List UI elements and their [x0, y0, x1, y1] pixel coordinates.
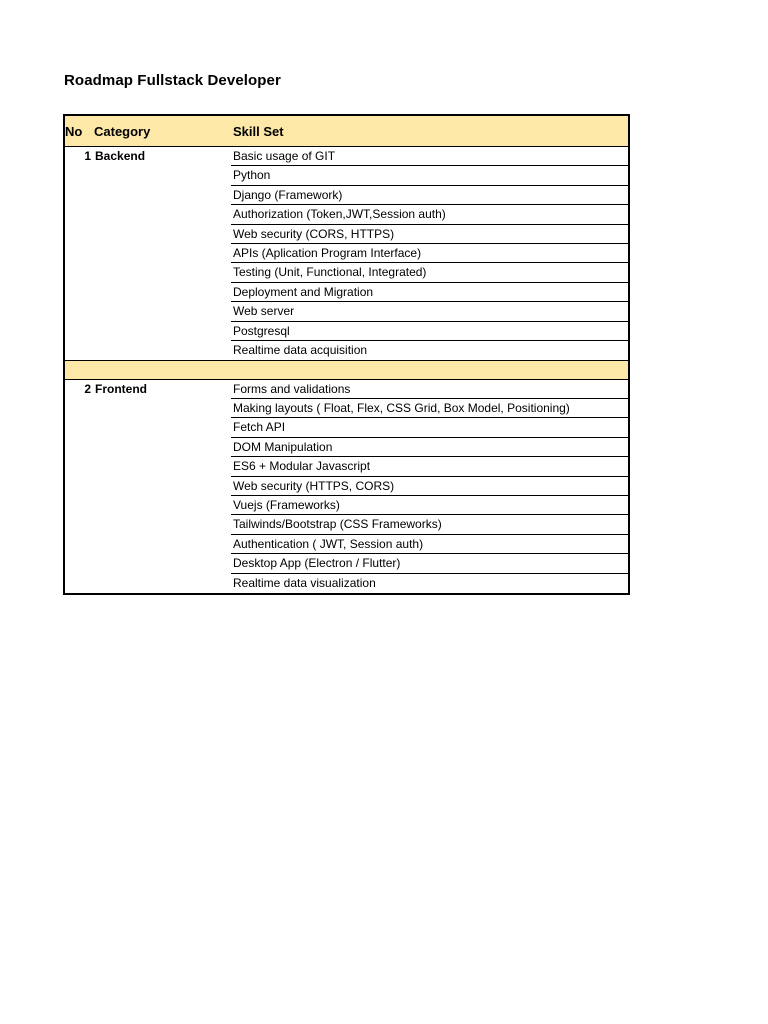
table-row — [65, 457, 628, 476]
skill-cell: Making layouts ( Float, Flex, CSS Grid, Box Model, Positioning) — [231, 399, 628, 418]
table-row — [65, 263, 628, 282]
skill-cell: Web security (HTTPS, CORS) — [231, 477, 628, 496]
skill-cell: Authentication ( JWT, Session auth) — [231, 535, 628, 554]
table-row — [65, 322, 628, 341]
skill-cell: Python — [231, 166, 628, 185]
skill-cell: Desktop App (Electron / Flutter) — [231, 554, 628, 573]
row-number: 1 — [84, 149, 91, 163]
table-row — [65, 166, 628, 185]
skill-cell: Forms and validations — [231, 380, 628, 399]
row-category: Backend — [95, 149, 146, 163]
row-number: 2 — [84, 381, 91, 396]
table-row — [65, 535, 628, 554]
skill-cell: Web security (CORS, HTTPS) — [231, 225, 628, 244]
table-row — [65, 438, 628, 457]
header-no: No — [65, 124, 83, 139]
table-row — [65, 205, 628, 224]
table-row — [65, 380, 628, 399]
table-row — [65, 341, 628, 360]
table-row — [65, 302, 628, 321]
table-row — [65, 554, 628, 573]
skill-cell: Testing (Unit, Functional, Integrated) — [231, 263, 628, 282]
skill-cell: APIs (Aplication Program Interface) — [231, 244, 628, 263]
skill-cell: Basic usage of GIT — [231, 147, 628, 166]
table-row — [65, 418, 628, 437]
table-row — [65, 186, 628, 205]
skill-cell: Fetch API — [231, 418, 628, 437]
table-row — [65, 399, 628, 418]
skill-cell: Postgresql — [231, 322, 628, 341]
row-category: Frontend — [95, 381, 147, 396]
table-row — [65, 477, 628, 496]
table-row — [65, 283, 628, 302]
header-skill-set: Skill Set — [233, 124, 284, 139]
section-separator — [65, 360, 628, 379]
table-row — [65, 244, 628, 263]
skill-cell: Realtime data acquisition — [233, 342, 368, 357]
table-row — [65, 225, 628, 244]
table-header-row — [65, 116, 628, 147]
document-title: Roadmap Fullstack Developer — [64, 72, 281, 89]
skill-cell: ES6 + Modular Javascript — [231, 457, 628, 476]
skill-cell: Web server — [231, 302, 628, 321]
skill-cell: Deployment and Migration — [231, 283, 628, 302]
skill-cell: Vuejs (Frameworks) — [231, 496, 628, 515]
table-row — [65, 515, 628, 534]
table-row — [65, 147, 628, 166]
table-row — [65, 496, 628, 515]
skill-cell: Django (Framework) — [231, 186, 628, 205]
table-row — [65, 574, 628, 593]
skill-cell: Authorization (Token,JWT,Session auth) — [231, 205, 628, 224]
skill-cell: Tailwinds/Bootstrap (CSS Frameworks) — [231, 515, 628, 534]
skills-table — [63, 114, 630, 595]
skill-cell: Realtime data visualization — [233, 575, 376, 590]
header-category: Category — [94, 124, 151, 139]
skill-cell: DOM Manipulation — [231, 438, 628, 457]
